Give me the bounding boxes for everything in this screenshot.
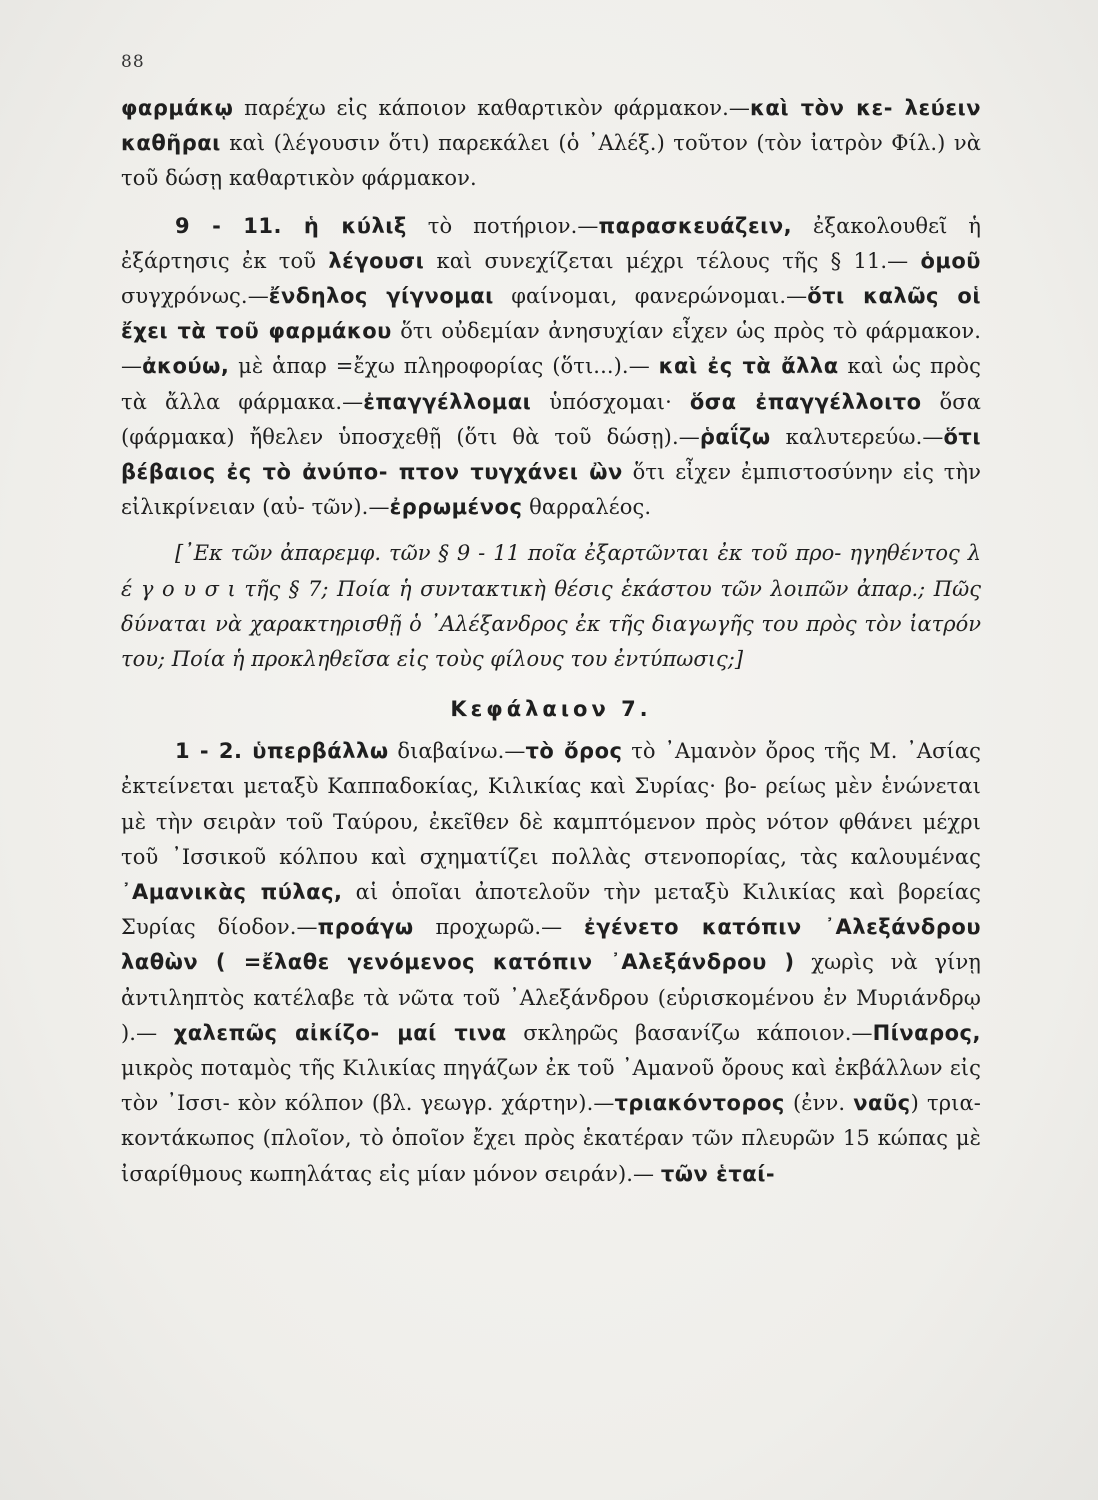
bold-term: ἐρρωμένος — [389, 495, 523, 520]
chapter-heading: Κεφάλαιον 7. — [450, 697, 652, 722]
text-run: καὶ ὡς πρὸς τὰ ἄλλα φάρμακα.— — [121, 354, 981, 414]
text-run: σκληρῶς βασανίζω κάποιον.— — [506, 1020, 873, 1045]
paragraph-vocabulary-9-11 — [121, 209, 981, 526]
bold-term: 9 - 11. ἡ κύλιξ — [175, 213, 407, 238]
bold-term: ᾿Αμανικὰς πύλας, — [121, 880, 343, 905]
bold-term: ναῦς — [853, 1091, 911, 1116]
text-run: παρέχω εἰς κάποιον καθαρτικὸν φάρμακον.— — [233, 96, 750, 120]
bold-term: ὅτι καλῶς οἱ ἔχει τὰ τοῦ φαρμάκου — [121, 284, 981, 344]
text-run: αἱ ὁποῖαι ἀποτελοῦν τὴν μεταξὺ Κιλικίας καὶ βορείας Συρίας δίοδον.— — [121, 880, 981, 940]
bold-term: ὁμοῦ — [920, 248, 981, 273]
page-number: 88 — [121, 52, 145, 72]
bold-term: τὸ ὄρος — [525, 739, 623, 764]
text-run: φαίνομαι, φανερώνομαι.— — [493, 284, 808, 309]
text-run: θαρραλέος. — [522, 495, 652, 520]
bold-term: τῶν ἑταί- — [660, 1161, 776, 1186]
bold-term: ἐπαγγέλλομαι — [363, 389, 532, 414]
bold-term: 1 - 2. ὑπερβάλλω — [175, 739, 389, 764]
bold-term: καὶ ἐς τὰ ἄλλα — [658, 354, 839, 379]
bold-term: λέγουσι — [328, 248, 425, 273]
bold-term: φαρμάκῳ — [121, 96, 234, 120]
text-run: ὅσα (φάρμακα) ἤθελεν ὑποσχεθῇ (ὅτι θὰ τοῦ δώσῃ).— — [121, 389, 981, 449]
bold-term: ἔνδηλος γίγνομαι — [268, 284, 494, 309]
bold-term: προάγω — [317, 915, 414, 940]
text-run: ἐξακολουθεῖ ἡ ἐξάρτησις ἐκ τοῦ — [121, 213, 982, 273]
exercise-questions: [᾿Εκ τῶν ἀπαρεμφ. τῶν § 9 - 11 ποῖα ἐξαρτῶνται ἐκ τοῦ προ- ηγηθέντος λ έ γ ο υ σ ι τῆς § 7; Ποία ἡ συντακτικὴ θέσις ἑκάστου τῶν λοιπῶν ἀπαρ.; Πῶς δύναται νὰ χαρακτηρισθῇ ὁ ᾿Αλέξανδρος ἐκ τῆς διαγωγῆς του πρὸς τὸν ἰατρόν του; Ποία ἡ προκληθεῖσα εἰς τοὺς φίλους του ἐντύπωσις;] — [121, 541, 981, 672]
text-run: τὸ ᾿Αμανὸν ὄρος τῆς Μ. ᾿Ασίας ἐκτείνεται μεταξὺ Καππαδοκίας, Κιλικίας καὶ Συρίας· βο- ρείως μὲν ἑνώνεται μὲ τὴν σειρὰν τοῦ Ταύρου, ἐκεῖθεν δὲ καμπτόμενον πρὸς νότον φθάνει μέχρι τοῦ ᾿Ισσικοῦ κόλπου καὶ σχηματίζει πολλὰς στενοπορίας, τὰς καλουμένας — [121, 739, 981, 869]
text-run: ὅτι εἶχεν ἐμπιστοσύνην εἰς τὴν εἰλικρίνειαν (αὐ- τῶν).— — [121, 460, 982, 520]
text-run: καλυτερεύω.— — [770, 424, 944, 449]
bold-term: Πίναρος, — [872, 1020, 981, 1045]
paragraph-vocabulary-1-2 — [121, 734, 981, 1192]
text-run: μικρὸς ποταμὸς τῆς Κιλικίας πηγάζων ἐκ τοῦ ᾿Αμανοῦ ὄρους καὶ ἐκβάλλων εἰς τὸν ᾿Ισσι- κὸν κόλπον (βλ. γεωγρ. χάρτην).— — [121, 1056, 981, 1116]
paragraph-vocabulary-1 — [121, 91, 981, 197]
text-run: ) τρια- κοντάκωπος (πλοῖον, τὸ ὁποῖον ἔχει πρὸς ἑκατέραν τῶν πλευρῶν 15 κώπας μὲ ἰσαρίθμους κωπηλάτας εἰς μίαν μόνον σειράν).— — [121, 1091, 981, 1186]
bold-term: ὅσα ἐπαγγέλλοιτο — [689, 389, 922, 414]
bold-term: ῥαΐζω — [699, 424, 771, 449]
text-run: καὶ συνεχίζεται μέχρι τέλους τῆς § 11.— — [424, 248, 921, 273]
page-body — [121, 91, 981, 1192]
bold-term: ἀκούω, — [142, 354, 230, 379]
bold-term: παρασκευάζειν, — [598, 213, 793, 238]
bold-term: ἐγένετο κατόπιν ᾿Αλεξάνδρου λαθὼν ( =ἔλαθε γενόμενος κατόπιν ᾿Αλεξάνδρου ) — [121, 915, 981, 975]
text-run: ὑπόσχομαι· — [531, 389, 690, 414]
text-run: ὅτι οὐδεμίαν ἀνησυχίαν εἶχεν ὡς πρὸς τὸ φάρμακον.— — [121, 319, 981, 379]
text-run: τὸ ποτήριον.— — [406, 213, 599, 238]
text-run: μὲ ἁπαρ =ἔχω πληροφορίας (ὅτι...).— — [229, 354, 659, 379]
bold-term: τριακόντορος — [614, 1091, 785, 1116]
text-run: διαβαίνω.— — [388, 739, 526, 764]
bold-term: χαλεπῶς αἰκίζο- μαί τινα — [173, 1020, 507, 1045]
bold-term: ὅτι βέβαιος ἐς τὸ ἀνύπο- πτον τυγχάνει ὢν — [121, 424, 982, 485]
text-run: καὶ (λέγουσιν ὅτι) παρεκάλει (ὁ ᾿Αλέξ.) τοῦτον (τὸν ἰατρὸν Φίλ.) νὰ τοῦ δώσῃ καθαρτικὸν φάρμακον. — [121, 131, 981, 191]
text-run: χωρὶς νὰ γίνῃ ἀντιληπτὸς κατέλαβε τὰ νῶτα τοῦ ᾿Αλεξάνδρου (εὑρισκομένου ἐν Μυριάνδρῳ ).— — [121, 950, 981, 1045]
bold-term: καὶ τὸν κε- λεύειν καθῆραι — [121, 96, 982, 156]
text-run: προχωρῶ.— — [413, 915, 585, 940]
text-run: (ἐνν. — [784, 1091, 854, 1116]
text-run: συγχρόνως.— — [121, 284, 269, 309]
